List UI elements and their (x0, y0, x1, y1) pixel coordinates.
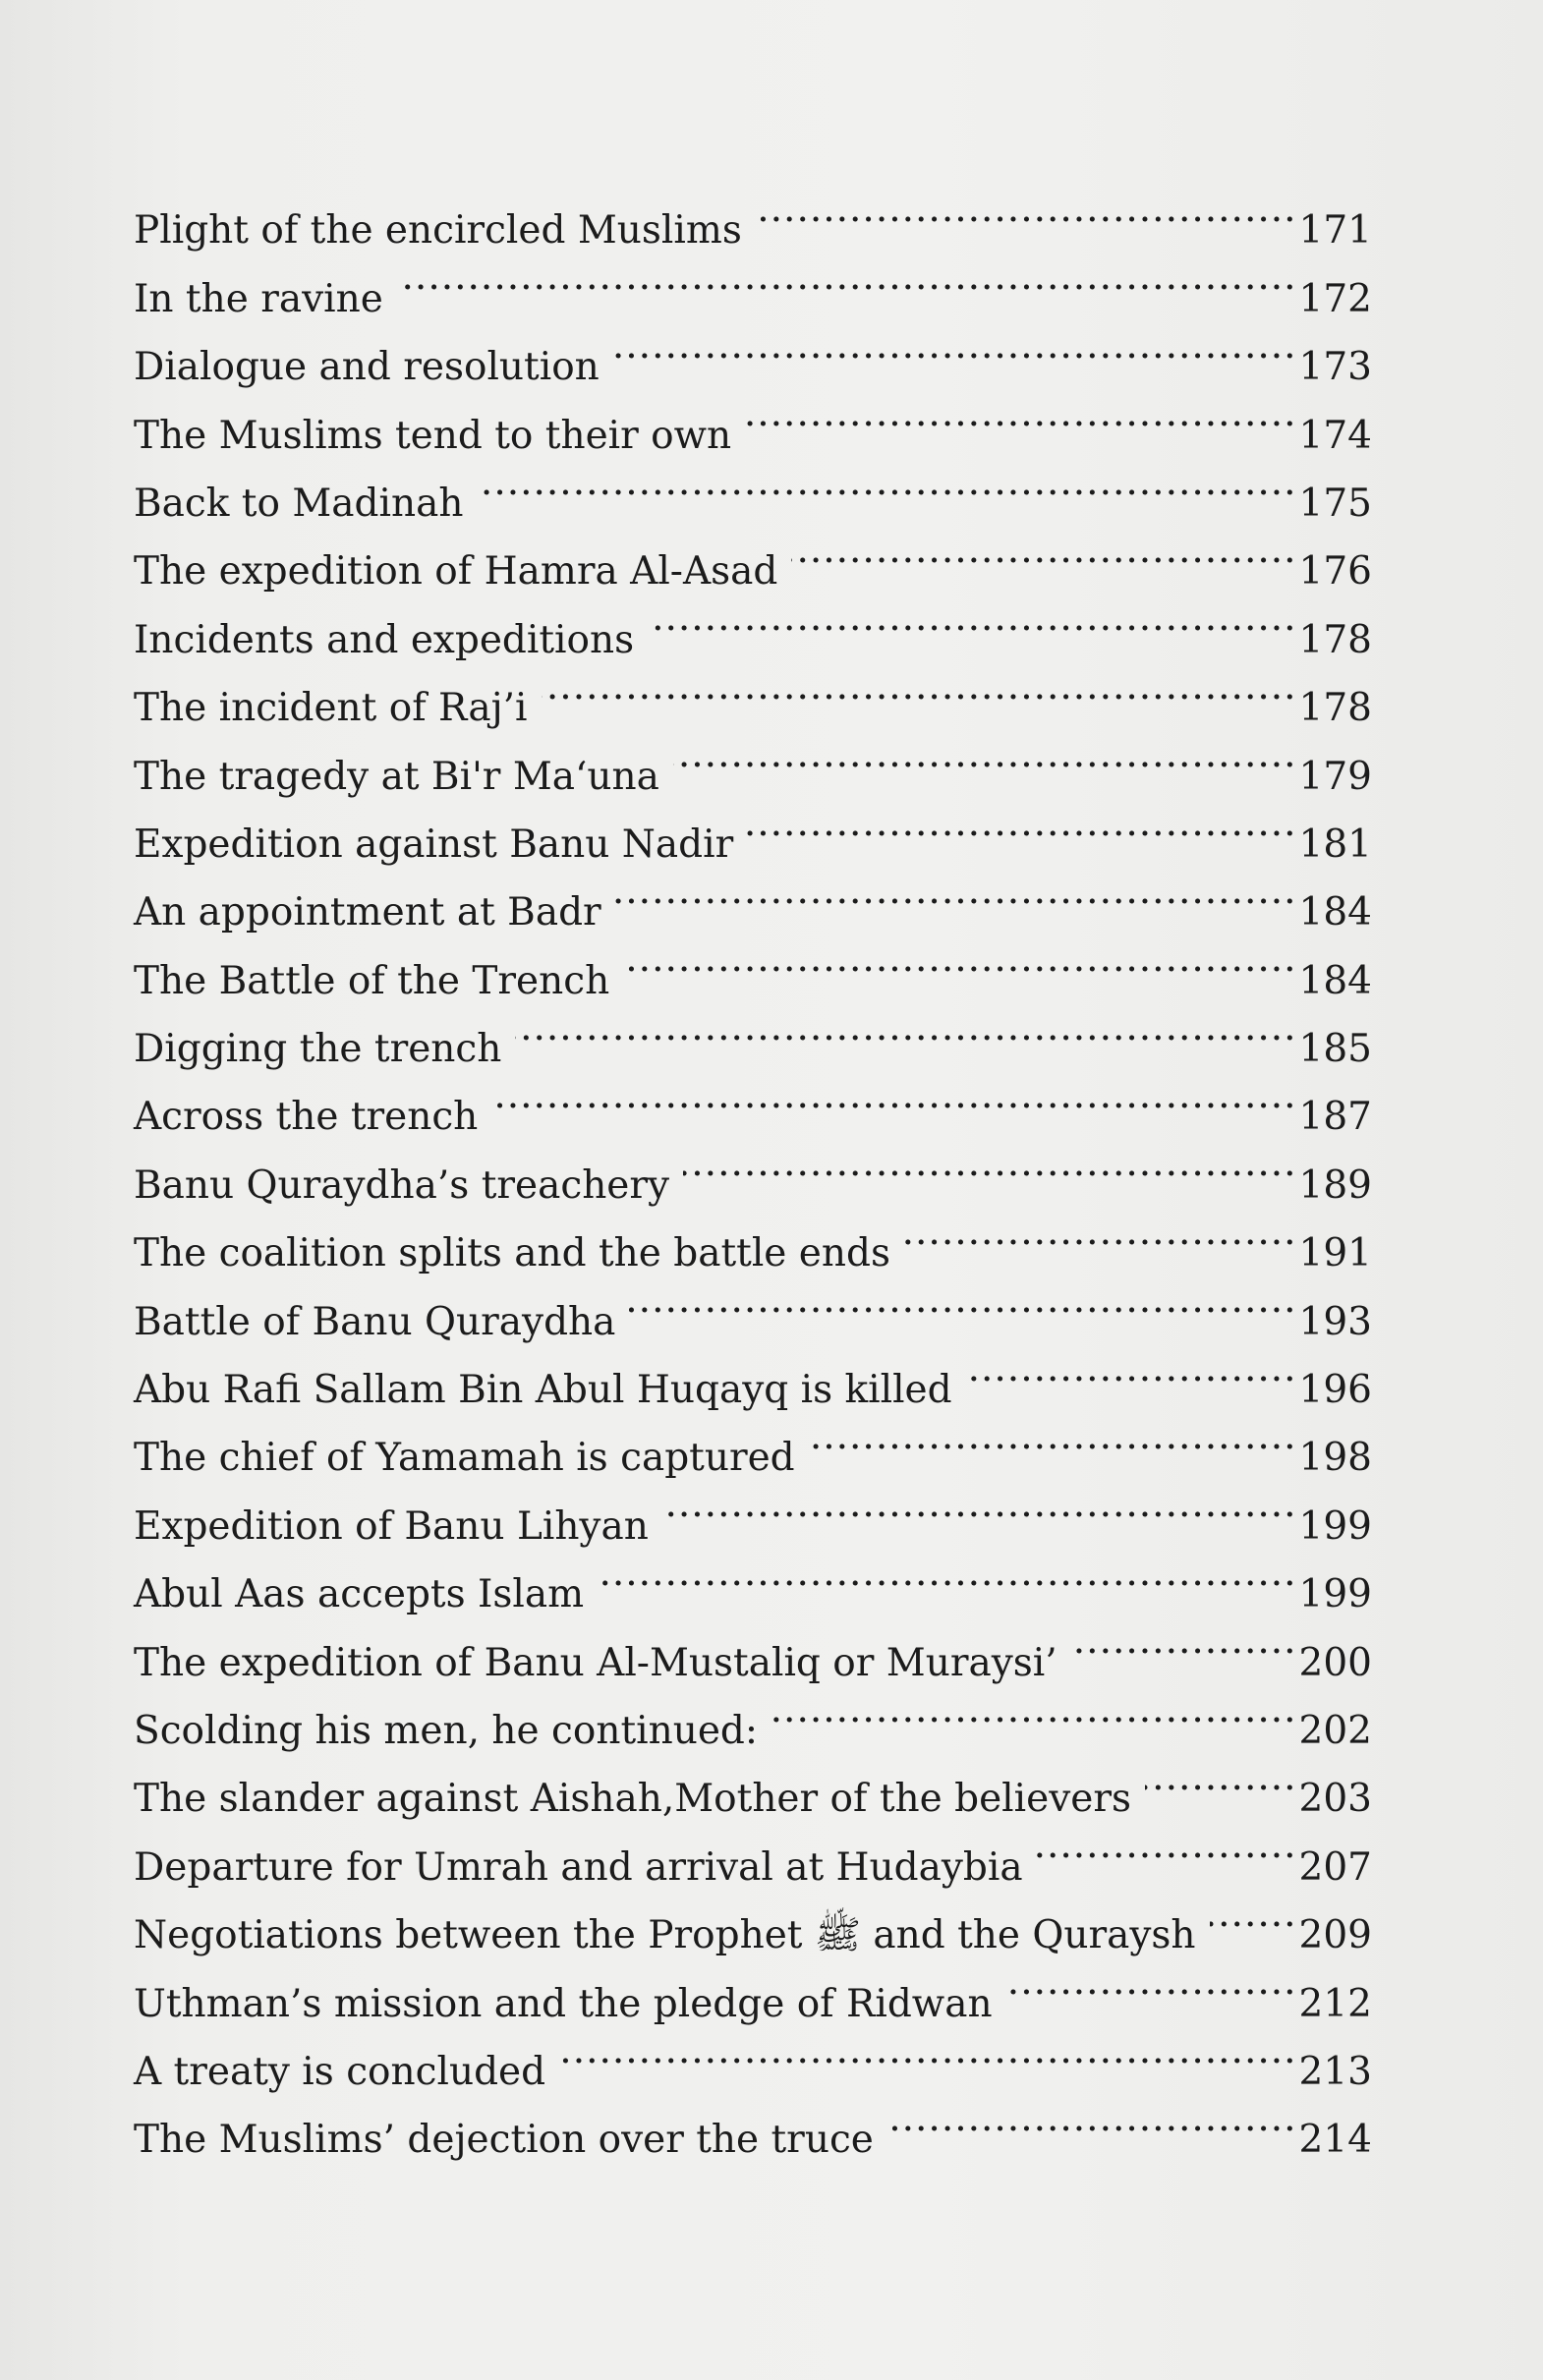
dot-leader (598, 1539, 1296, 1607)
toc-entry-title: The coalition splits and the battle ends (134, 1231, 890, 1276)
toc-entry-title: The expedition of Banu Al-Mustaliq or Muraysi’ (134, 1640, 1057, 1685)
toc-entry-page-number: 175 (1298, 481, 1372, 526)
toc-entry-title: Departure for Umrah and arrival at Hudaybia (134, 1844, 1023, 1890)
dot-leader (1071, 1607, 1297, 1674)
toc-entry-title: The tragedy at Bi'r Ma‘una (134, 754, 659, 799)
dot-leader (1006, 1948, 1297, 2015)
toc-entry-title: The Muslims tend to their own (134, 413, 732, 458)
dot-leader (559, 2016, 1296, 2084)
toc-entry-title: A treaty is concluded (134, 2049, 546, 2094)
dot-leader (477, 448, 1296, 516)
toc-entry-page-number: 199 (1298, 1503, 1372, 1549)
toc-entry-page-number: 214 (1298, 2118, 1372, 2163)
dot-leader (809, 1402, 1297, 1470)
toc-entry-title: The slander against Aishah,Mother of the believers (134, 1777, 1131, 1822)
toc-entry-page-number: 181 (1298, 822, 1372, 867)
toc-entry-page-number: 203 (1298, 1777, 1372, 1822)
toc-entry-page-number: 187 (1298, 1095, 1372, 1140)
dot-leader (1145, 1743, 1297, 1811)
dot-leader (542, 652, 1297, 720)
dot-leader (904, 1198, 1297, 1266)
toc-entry-page-number: 171 (1298, 208, 1372, 254)
toc-entry-title: Abul Aas accepts Islam (134, 1572, 585, 1617)
toc-entry-page-number: 213 (1298, 2049, 1372, 2094)
toc-entry-page-number: 191 (1298, 1231, 1372, 1276)
toc-entry-page-number: 178 (1298, 617, 1372, 662)
toc-entry-title: Across the trench (134, 1095, 479, 1140)
toc-entry-title: Expedition against Banu Nadir (134, 822, 734, 867)
toc-entry-title: An appointment at Badr (134, 890, 601, 935)
toc-entry-title: Incidents and expeditions (134, 617, 635, 662)
toc-entry-title: Expedition of Banu Lihyan (134, 1503, 649, 1549)
dot-leader (515, 993, 1296, 1061)
dot-leader (887, 2084, 1297, 2152)
toc-entry-title: The chief of Yamamah is captured (134, 1436, 795, 1481)
dot-leader (397, 243, 1297, 311)
dot-leader (1210, 1880, 1297, 1948)
toc-entry-title: Uthman’s mission and the pledge of Ridwan (134, 1981, 993, 2026)
toc-entry-page-number: 178 (1298, 686, 1372, 731)
dot-leader (615, 857, 1297, 925)
dot-leader (966, 1334, 1297, 1402)
toc-entry-page-number: 198 (1298, 1436, 1372, 1481)
dot-leader (491, 1061, 1296, 1129)
toc-entry-title: The Muslims’ dejection over the truce (134, 2118, 874, 2163)
toc-entry-page-number: 196 (1298, 1368, 1372, 1413)
toc-entry (134, 175, 1372, 254)
toc-entry-page-number: 185 (1298, 1027, 1372, 1072)
toc-entry-title: Abu Rafi Sallam Bin Abul Huqayq is killed (134, 1368, 952, 1413)
toc-entry-title: Negotiations between the Prophet ﷺ and the Quraysh (134, 1913, 1196, 1958)
toc-entry-page-number: 209 (1298, 1913, 1372, 1958)
toc-entry-page-number: 172 (1298, 276, 1372, 321)
toc-entry-title: The Battle of the Trench (134, 958, 610, 1003)
toc-entry-title: Plight of the encircled Muslims (134, 208, 742, 254)
dot-leader (791, 516, 1296, 584)
toc-entry-page-number: 189 (1298, 1162, 1372, 1208)
dot-leader (648, 584, 1296, 652)
toc-entry-title: Digging the trench (134, 1027, 502, 1072)
toc-entry-title: Banu Quraydha’s treachery (134, 1162, 670, 1208)
dot-leader (745, 379, 1296, 447)
dot-leader (629, 1266, 1296, 1333)
dot-leader (613, 312, 1297, 379)
toc-entry-page-number: 202 (1298, 1708, 1372, 1753)
dot-leader (662, 1470, 1297, 1538)
dot-leader (756, 175, 1297, 243)
toc-entry-page-number: 173 (1298, 345, 1372, 390)
dot-leader (673, 720, 1297, 788)
dot-leader (623, 925, 1296, 992)
toc-entry-page-number: 199 (1298, 1572, 1372, 1617)
toc-entry-title: Back to Madinah (134, 481, 464, 526)
toc-entry-page-number: 179 (1298, 754, 1372, 799)
toc-entry-page-number: 184 (1298, 958, 1372, 1003)
toc-entry-page-number: 212 (1298, 1981, 1372, 2026)
toc-entry-page-number: 184 (1298, 890, 1372, 935)
dot-leader (683, 1129, 1296, 1197)
toc-entry-title: The expedition of Hamra Al-Asad (134, 549, 778, 595)
toc-entry-page-number: 174 (1298, 413, 1372, 458)
toc-entry-title: The incident of Raj’i (134, 686, 528, 731)
toc-entry-page-number: 193 (1298, 1299, 1372, 1344)
toc-entry-title: Battle of Banu Quraydha (134, 1299, 616, 1344)
dot-leader (747, 789, 1296, 857)
dot-leader (1037, 1811, 1297, 1879)
table-of-contents (134, 175, 1372, 2163)
toc-entry-title: Dialogue and resolution (134, 345, 600, 390)
toc-entry-page-number: 200 (1298, 1640, 1372, 1685)
toc-entry-page-number: 207 (1298, 1844, 1372, 1890)
toc-entry-title: In the ravine (134, 276, 383, 321)
toc-entry-title: Scolding his men, he continued: (134, 1708, 759, 1753)
dot-leader (772, 1675, 1297, 1743)
toc-entry-page-number: 176 (1298, 549, 1372, 595)
